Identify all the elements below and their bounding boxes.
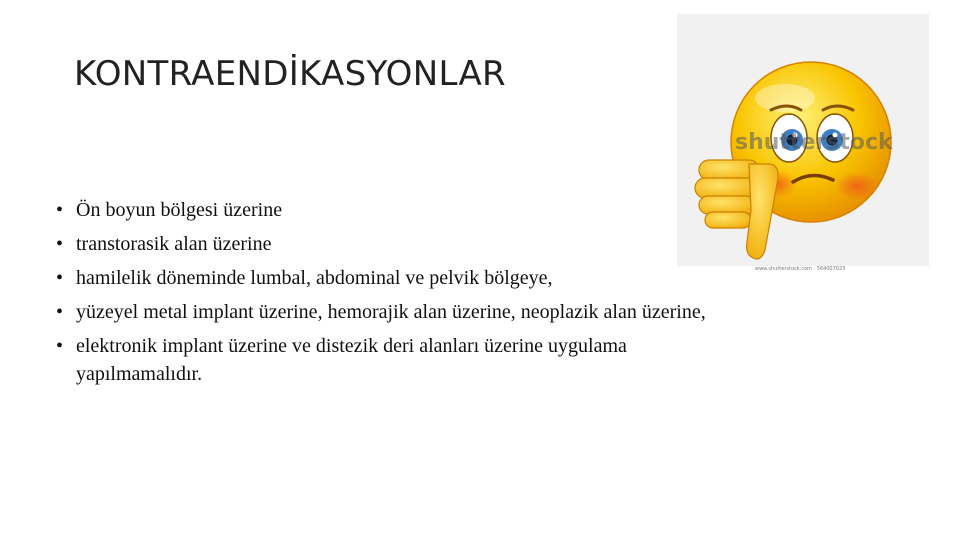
bullet-item [56,298,856,326]
bullet-marker: • [56,335,64,357]
bullet-item [56,332,856,388]
bullet-text: elektronik implant üzerine ve distezik deri alanları üzerine uygulama yapılmamalıdır. [76,335,627,385]
bullet-marker: • [56,233,64,255]
bullet-text: transtorasik alan üzerine [76,233,272,255]
slide-title: KONTRAENDİKASYONLAR [74,54,506,94]
sad-emoji-image [677,14,929,266]
bullet-text: Ön boyun bölgesi üzerine [76,199,283,221]
watermark-text: shutterstock [735,130,893,155]
bullet-marker: • [56,199,64,221]
image-caption: www.shutterstock.com · 564007023 [755,266,846,272]
thumbs-down-hand [695,160,778,259]
bullet-item [56,264,856,292]
bullet-marker: • [56,301,64,323]
sad-emoji-thumbs-down-icon [677,14,929,266]
bullet-text: yüzeyel metal implant üzerine, hemorajik alan üzerine, neoplazik alan üzerine, [76,301,706,323]
bullet-text: hamilelik döneminde lumbal, abdominal ve pelvik bölgeye, [76,267,553,289]
bullet-marker: • [56,267,64,289]
